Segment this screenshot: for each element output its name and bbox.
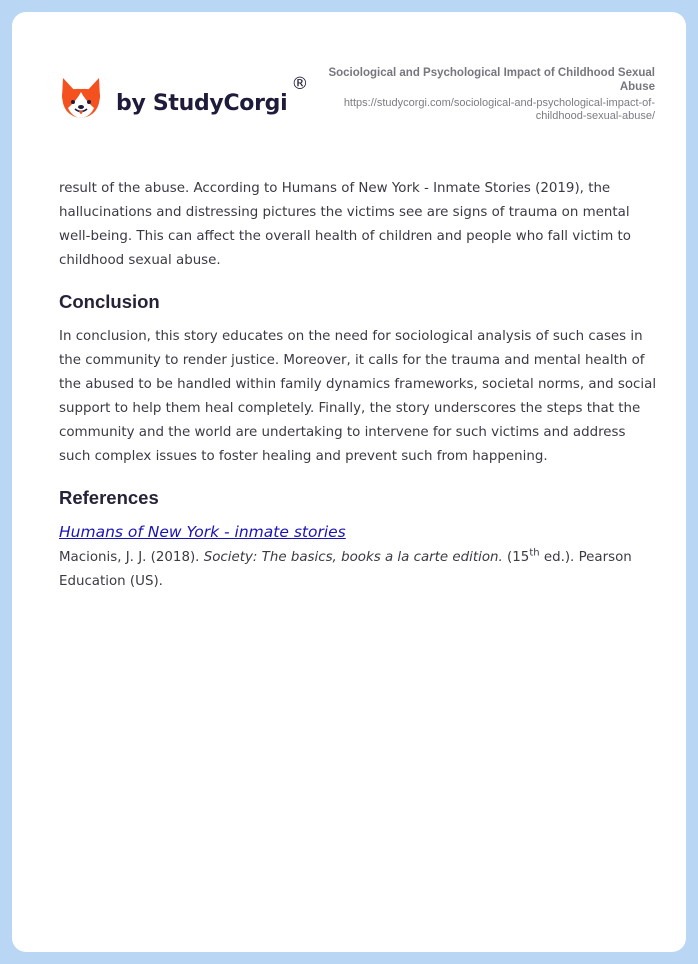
corgi-icon <box>60 76 102 122</box>
conclusion-paragraph: In conclusion, this story educates on the need for sociological analysis of such cases in the community to render justice. Moreover, it calls for the trauma and mental health of the abused to be handled within family dynamics frameworks, societal norms, and social support to help them heal completely. Finally, the story underscores the steps that the community and the world are undertaking to intervene for such victims and address such complex issues to foster healing and prevent such from happening. <box>59 329 657 464</box>
reference-author-year: Macionis, J. J. (2018). <box>59 550 204 565</box>
reference-publisher: ed.). Pearson Education (US). <box>59 550 632 589</box>
document-header-info <box>295 66 655 123</box>
registered-mark: ® <box>291 74 309 94</box>
conclusion-heading: Conclusion <box>59 291 160 312</box>
reference-book-title: Society: The basics, books a la carte edition. <box>203 550 503 565</box>
reference-edition-sup: th <box>529 547 540 559</box>
intro-paragraph: result of the abuse. According to Humans of New York - Inmate Stories (2019), the hallucinations and distressing pictures the victims see are signs of trauma on mental well-being. This can affect the overall health of children and people who fall victim to childhood sexual abuse. <box>59 181 631 268</box>
reference-entry-macionis <box>59 546 659 594</box>
references-heading: References <box>59 487 159 508</box>
reference-link-humans-of-new-york[interactable]: Humans of New York - inmate stories <box>59 523 346 541</box>
studycorgi-logo[interactable] <box>60 76 308 122</box>
document-page <box>12 12 686 952</box>
document-title: Sociological and Psychological Impact of Childhood Sexual Abuse <box>328 67 655 93</box>
reference-edition-pre: (15 <box>502 550 530 565</box>
document-url[interactable]: https://studycorgi.com/sociological-and-psychological-impact-of-childhood-sexual-abuse/ <box>343 97 655 122</box>
document-content <box>59 177 659 594</box>
logo-text: by StudyCorgi <box>116 90 288 116</box>
